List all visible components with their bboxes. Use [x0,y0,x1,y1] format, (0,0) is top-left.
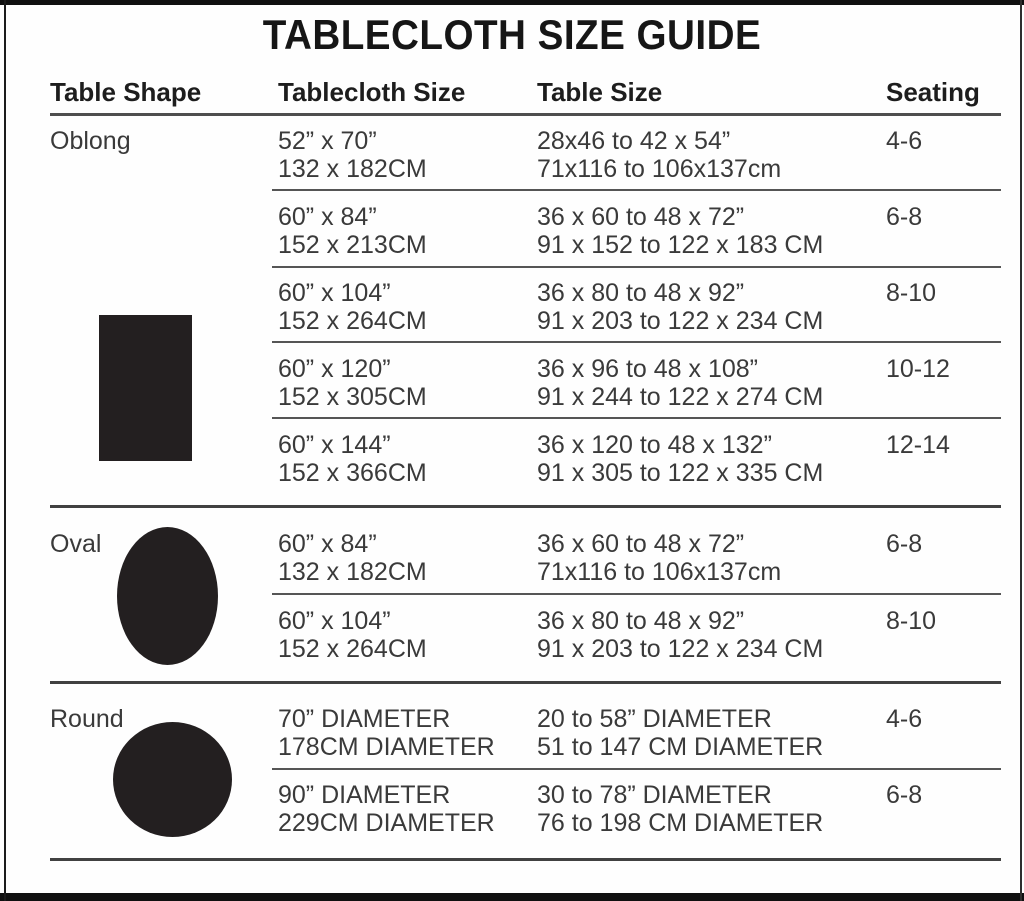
table-size-cm: 91 x 203 to 122 x 234 CM [537,307,824,335]
table-size-cm: 91 x 244 to 122 x 274 CM [537,383,824,411]
tablecloth-size-cm: 152 x 264CM [278,635,427,663]
shape-label-oval: Oval [50,530,102,558]
table-size-in: 36 x 60 to 48 x 72” [537,530,745,558]
table-size-cm: 51 to 147 CM DIAMETER [537,733,824,761]
tablecloth-size-in: 60” x 104” [278,607,391,635]
oblong-rectangle-icon [99,315,192,461]
shape-label-round: Round [50,705,124,733]
table-size-cm: 91 x 203 to 122 x 234 CM [537,635,824,663]
seating-value: 8-10 [886,279,937,307]
left-border-line [4,0,6,901]
table-size-cm: 71x116 to 106x137cm [537,155,782,183]
column-header-tablecloth-size: Tablecloth Size [278,77,466,107]
oval-ellipse-icon [117,527,218,665]
tablecloth-size-cm: 178CM DIAMETER [278,733,495,761]
header-underline [50,113,1001,116]
seating-value: 10-12 [886,355,950,383]
bottom-border-bar [0,893,1024,901]
page-title: TABLECLOTH SIZE GUIDE [262,11,762,58]
table-size-in: 28x46 to 42 x 54” [537,127,731,155]
table-size-in: 36 x 60 to 48 x 72” [537,203,745,231]
seating-value: 8-10 [886,607,937,635]
tablecloth-size-cm: 152 x 366CM [278,459,427,487]
tablecloth-size-cm: 132 x 182CM [278,558,427,586]
tablecloth-size-in: 60” x 104” [278,279,391,307]
table-size-in: 20 to 58” DIAMETER [537,705,772,733]
tablecloth-size-in: 60” x 84” [278,530,377,558]
round-circle-icon [113,722,232,837]
table-size-in: 36 x 80 to 48 x 92” [537,607,745,635]
top-border-bar [0,0,1024,5]
tablecloth-size-cm: 152 x 264CM [278,307,427,335]
table-size-cm: 71x116 to 106x137cm [537,558,782,586]
table-size-cm: 76 to 198 CM DIAMETER [537,809,824,837]
seating-value: 6-8 [886,203,923,231]
seating-value: 6-8 [886,530,923,558]
row-divider [272,266,1001,268]
table-size-in: 36 x 80 to 48 x 92” [537,279,745,307]
row-divider [272,189,1001,191]
table-size-in: 36 x 96 to 48 x 108” [537,355,758,383]
tablecloth-size-in: 60” x 120” [278,355,391,383]
seating-value: 4-6 [886,127,923,155]
table-bottom-rule [50,858,1001,861]
table-size-in: 36 x 120 to 48 x 132” [537,431,772,459]
shape-label-oblong: Oblong [50,127,131,155]
tablecloth-size-cm: 152 x 213CM [278,231,427,259]
table-size-cm: 91 x 305 to 122 x 335 CM [537,459,824,487]
tablecloth-size-in: 60” x 84” [278,203,377,231]
tablecloth-size-cm: 152 x 305CM [278,383,427,411]
row-divider [272,417,1001,419]
tablecloth-size-in: 90” DIAMETER [278,781,451,809]
column-header-table-size: Table Size [537,77,663,107]
tablecloth-size-in: 52” x 70” [278,127,377,155]
tablecloth-size-cm: 132 x 182CM [278,155,427,183]
row-divider [272,768,1001,770]
table-size-in: 30 to 78” DIAMETER [537,781,772,809]
row-divider [272,341,1001,343]
tablecloth-size-in: 70” DIAMETER [278,705,451,733]
section-divider-oblong-oval [50,505,1001,508]
seating-value: 4-6 [886,705,923,733]
tablecloth-size-in: 60” x 144” [278,431,391,459]
seating-value: 6-8 [886,781,923,809]
column-header-seating: Seating [886,77,980,107]
row-divider [272,593,1001,595]
section-divider-oval-round [50,681,1001,684]
column-header-table-shape: Table Shape [50,77,202,107]
tablecloth-size-cm: 229CM DIAMETER [278,809,495,837]
seating-value: 12-14 [886,431,950,459]
right-border-line [1020,0,1022,901]
table-size-cm: 91 x 152 to 122 x 183 CM [537,231,824,259]
